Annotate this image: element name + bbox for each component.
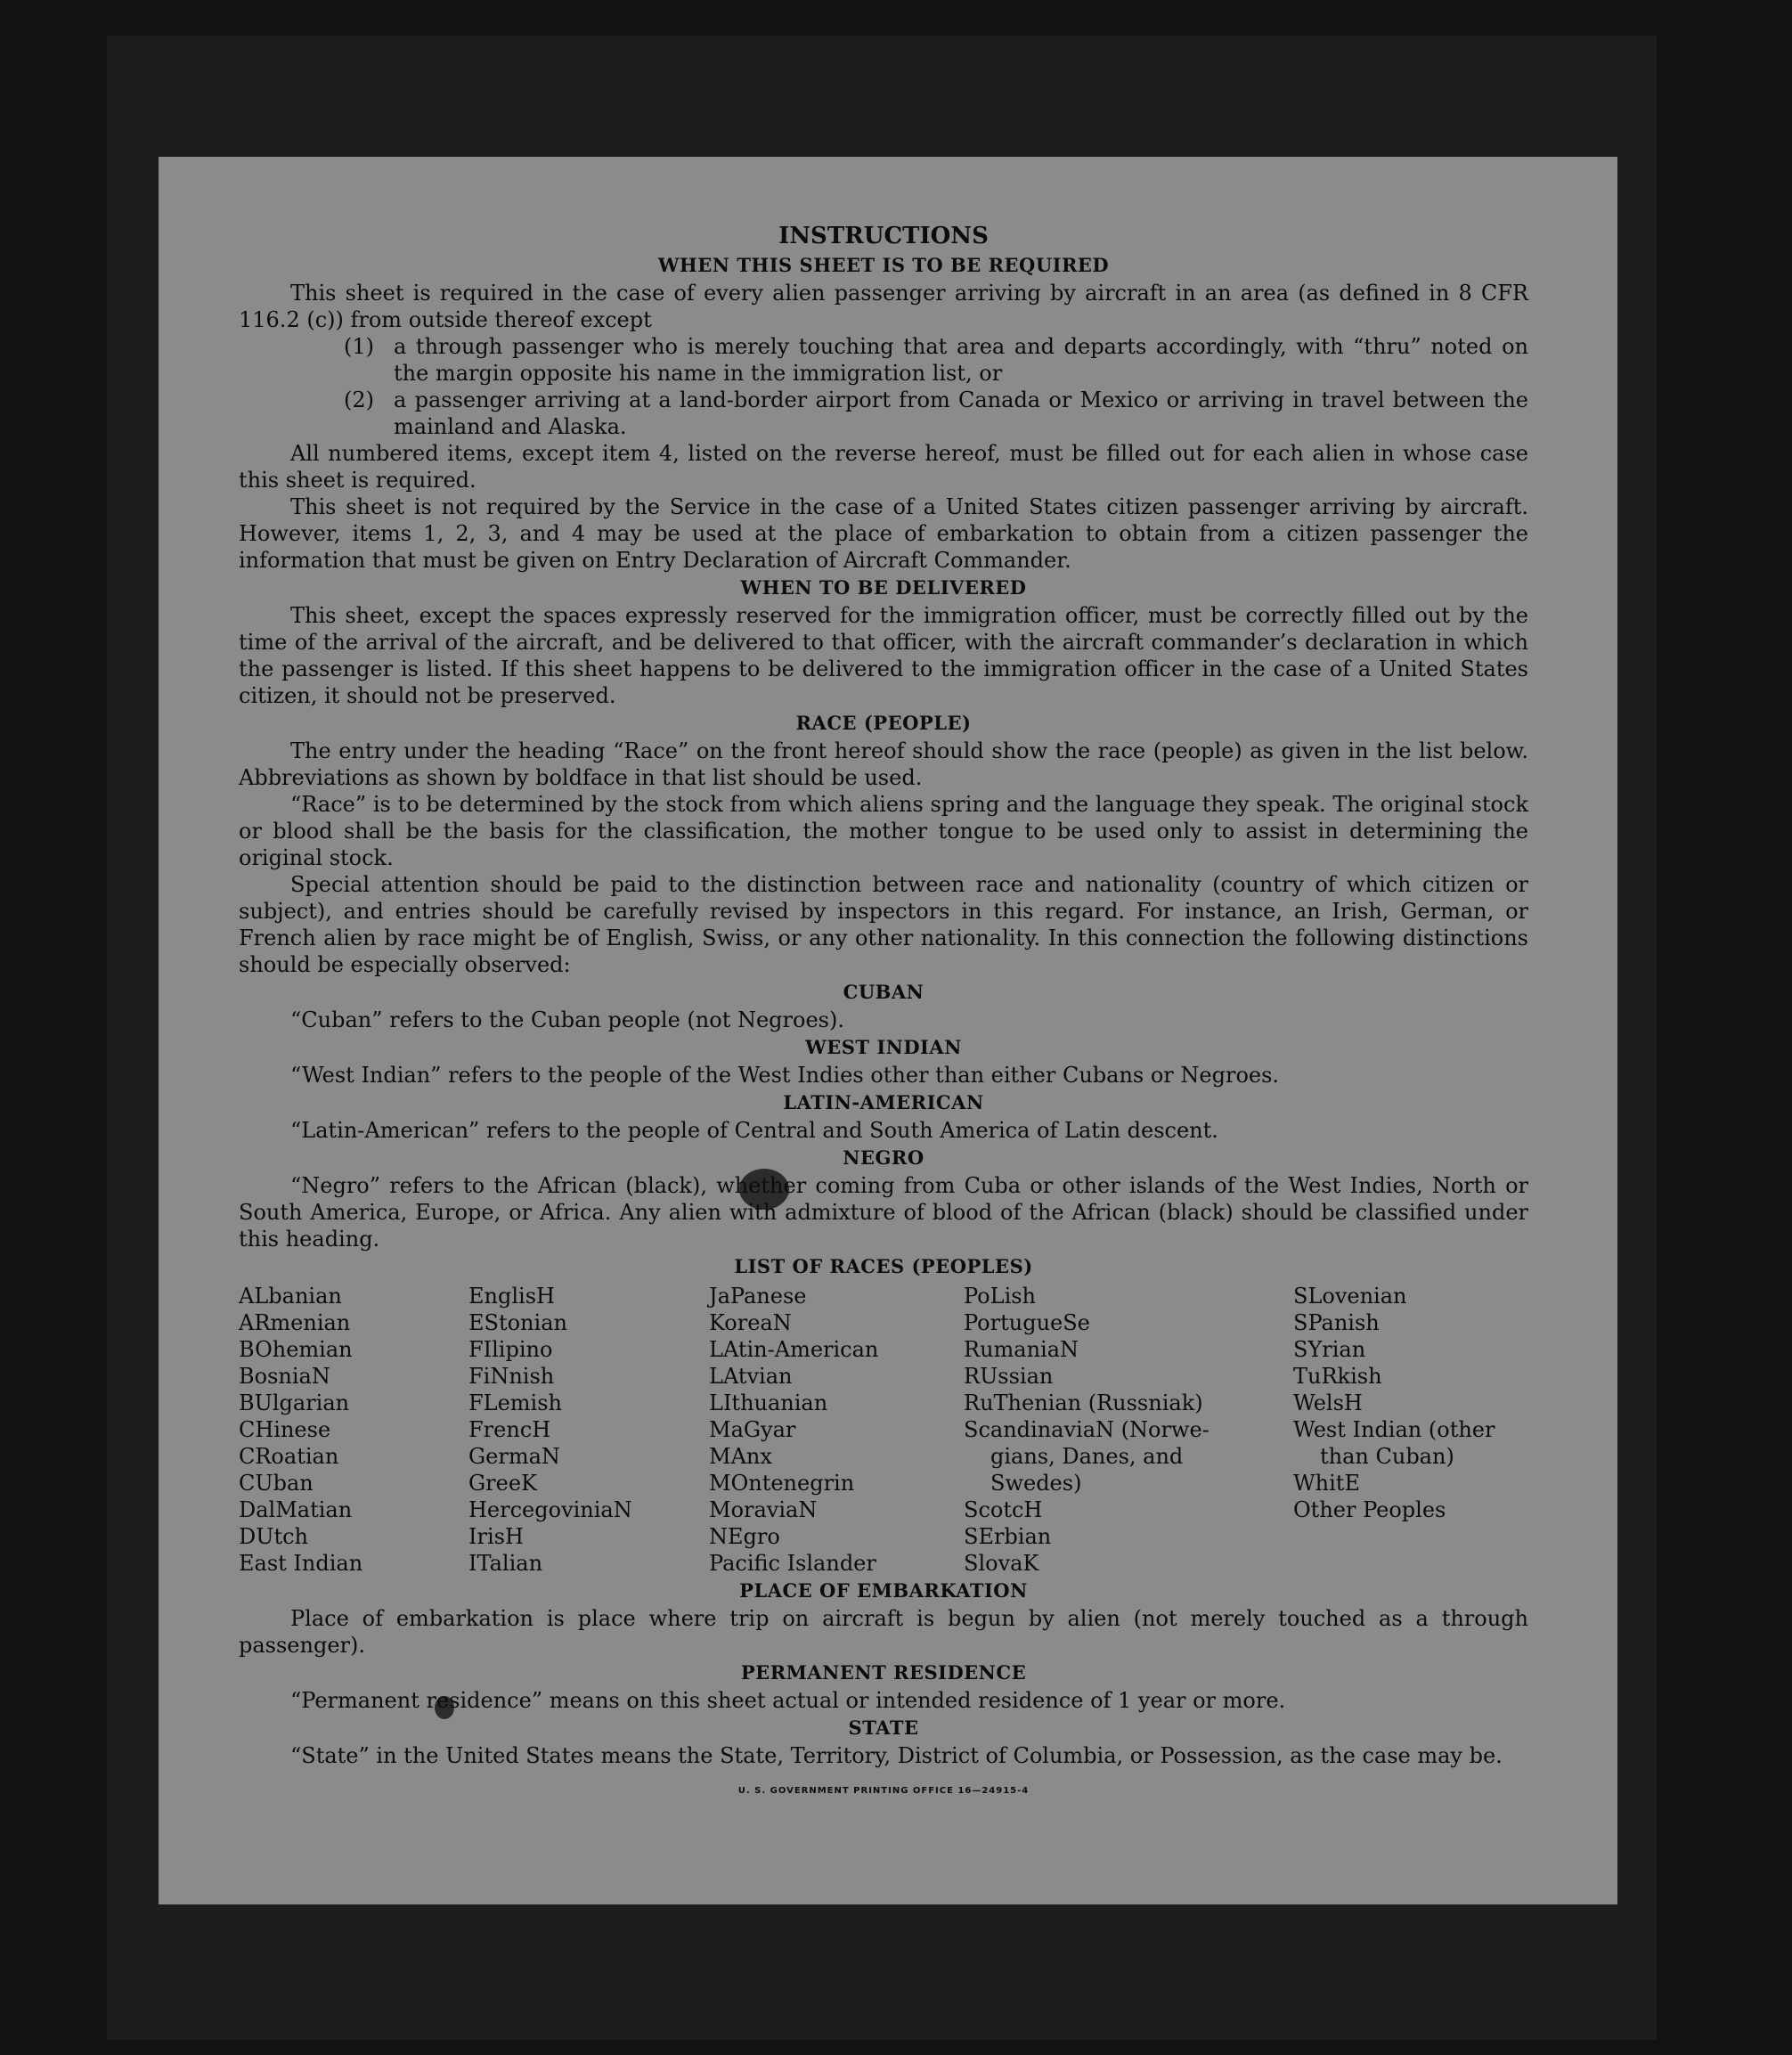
race-entry: TuRkish (1293, 1364, 1382, 1389)
paragraph: “Negro” refers to the African (black), whether coming from Cuba or other islands of the West Indies, North or South America, Europe, or Africa. Any alien with admixture of blood of the African (black) should be classified under this heading. (239, 1173, 1528, 1252)
race-entry: EnglisH (468, 1284, 555, 1309)
heading-when-delivered: WHEN TO BE DELIVERED (740, 576, 1027, 599)
race-entry: FIlipino (468, 1337, 553, 1362)
race-entry: JaPanese (709, 1284, 807, 1309)
paragraph: All numbered items, except item 4, listed on the reverse hereof, must be filled out for each alien in whose case this sheet is required. (239, 441, 1528, 493)
race-entry: FLemish (468, 1390, 562, 1415)
races-column-5 (1293, 1283, 1525, 1577)
race-entry: DalMatian (239, 1497, 353, 1522)
heading-cuban: CUBAN (843, 981, 925, 1003)
paragraph: The entry under the heading “Race” on the front hereof should show the race (people) as given in the list below. Abbreviations as shown by boldface in that list should be used. (239, 738, 1528, 790)
heading-list-of-races: LIST OF RACES (PEOPLES) (734, 1255, 1033, 1277)
paragraph: “State” in the United States means the State, Territory, District of Columbia, or Possession, as the case may be. (290, 1743, 1503, 1768)
paragraph: This sheet, except the spaces expressly reserved for the immigration officer, must be correctly filled out by the time of the arrival of the aircraft, and be delivered to that officer, with the aircraft commander’s declaration in which the passenger is listed. If this sheet happens to be delivered to the immigration officer in the case of a United States citizen, it should not be preserved. (239, 603, 1528, 708)
document-sheet (159, 157, 1617, 1904)
race-entry: GermaN (468, 1444, 560, 1469)
race-entry: ITalian (468, 1551, 543, 1576)
page-title: INSTRUCTIONS (778, 223, 989, 249)
race-entry: IrisH (468, 1524, 524, 1549)
race-entry: DUtch (239, 1524, 309, 1549)
heading-negro: NEGRO (843, 1146, 925, 1169)
instructions-content (239, 221, 1528, 1805)
race-entry: HercegoviniaN (468, 1497, 632, 1522)
race-entry: RuThenian (Russniak) (964, 1390, 1203, 1415)
race-entry: WelsH (1293, 1390, 1363, 1415)
race-entry: KoreaN (709, 1310, 792, 1335)
race-entry: RumaniaN (964, 1337, 1079, 1362)
races-column-4 (964, 1283, 1293, 1577)
race-entry: ALbanian (239, 1284, 342, 1309)
heading-state: STATE (848, 1717, 919, 1739)
race-entry: MOntenegrin (709, 1471, 855, 1496)
race-entry: than Cuban) (1320, 1444, 1454, 1469)
race-entry: LAtin-American (709, 1337, 879, 1362)
item-number: (2) (344, 387, 374, 412)
race-entry: CUban (239, 1471, 314, 1496)
race-entry: BosniaN (239, 1364, 330, 1389)
paragraph: “Race” is to be determined by the stock from which aliens spring and the language they speak. The original stock or blood shall be the basis for the classification, the mother tongue to be used only to assist in determining the original stock. (239, 792, 1528, 870)
race-entry: MoraviaN (709, 1497, 818, 1522)
printing-office-footer: U. S. GOVERNMENT PRINTING OFFICE 16—24915-4 (737, 1786, 1030, 1796)
exception-item (239, 333, 1528, 387)
paragraph: “Permanent residence” means on this sheet actual or intended residence of 1 year or more. (290, 1688, 1286, 1713)
heading-west-indian: WEST INDIAN (805, 1036, 962, 1058)
races-column-2 (468, 1283, 709, 1577)
races-list (239, 1283, 1528, 1577)
item-number: (1) (344, 334, 374, 359)
race-entry: SlovaK (964, 1551, 1039, 1576)
race-entry: East Indian (239, 1551, 363, 1576)
paragraph: This sheet is not required by the Service in the case of a United States citizen passenger arriving by aircraft. However, items 1, 2, 3, and 4 may be used at the place of embarkation to obtain from a citizen passenger the information that must be given on Entry Declaration of Aircraft Commander. (239, 494, 1528, 573)
race-entry: gians, Danes, and (990, 1444, 1184, 1469)
races-column-1 (239, 1283, 468, 1577)
races-column-3 (709, 1283, 964, 1577)
race-entry: FrencH (468, 1417, 551, 1442)
race-entry: CRoatian (239, 1444, 339, 1469)
race-entry: BUlgarian (239, 1390, 350, 1415)
race-entry: LIthuanian (709, 1390, 828, 1415)
race-entry: RUssian (964, 1364, 1054, 1389)
race-entry: PortugueSe (964, 1310, 1090, 1335)
race-entry: SErbian (964, 1524, 1052, 1549)
race-entry: CHinese (239, 1417, 331, 1442)
race-entry: WhitE (1293, 1471, 1360, 1496)
race-entry: ARmenian (239, 1310, 351, 1335)
race-entry: MaGyar (709, 1417, 796, 1442)
item-text: a through passenger who is merely touching that area and departs accordingly, with “thru” noted on the margin opposite his name in the immigration list, or (394, 334, 1528, 386)
race-entry: PoLish (964, 1284, 1037, 1309)
heading-latin-american: LATIN-AMERICAN (783, 1091, 984, 1113)
race-entry: NEgro (709, 1524, 780, 1549)
race-entry: LAtvian (709, 1364, 793, 1389)
race-entry: SPanish (1293, 1310, 1380, 1335)
race-entry: Other Peoples (1293, 1497, 1446, 1522)
race-entry: Pacific Islander (709, 1551, 876, 1576)
paragraph: Place of embarkation is place where trip on aircraft is begun by alien (not merely touched as a through passenger). (239, 1606, 1528, 1658)
race-entry: EStonian (468, 1310, 567, 1335)
exception-item (239, 387, 1528, 440)
race-entry: West Indian (other (1293, 1417, 1495, 1442)
race-entry: ScotcH (964, 1497, 1043, 1522)
race-entry: FiNnish (468, 1364, 555, 1389)
race-entry: ScandinaviaN (Norwe- (964, 1417, 1210, 1442)
race-entry: MAnx (709, 1444, 772, 1469)
race-entry: Swedes) (990, 1471, 1082, 1496)
paragraph: “Cuban” refers to the Cuban people (not Negroes). (290, 1007, 844, 1032)
item-text: a passenger arriving at a land-border airport from Canada or Mexico or arriving in travel between the mainland and Alaska. (394, 387, 1528, 439)
paragraph: “West Indian” refers to the people of the West Indies other than either Cubans or Negroes. (290, 1063, 1280, 1088)
paragraph: This sheet is required in the case of every alien passenger arriving by aircraft in an area (as defined in 8 CFR 116.2 (c)) from outside thereof except (239, 281, 1528, 332)
paragraph: Special attention should be paid to the distinction between race and nationality (country of which citizen or subject), and entries should be carefully revised by inspectors in this regard. For instance, an Irish, German, or French alien by race might be of English, Swiss, or any other nationality. In this connection the following distinctions should be especially observed: (239, 872, 1528, 977)
race-entry: SLovenian (1293, 1284, 1407, 1309)
heading-permanent-residence: PERMANENT RESIDENCE (740, 1661, 1027, 1684)
race-entry: BOhemian (239, 1337, 353, 1362)
race-entry: GreeK (468, 1471, 537, 1496)
paragraph: “Latin-American” refers to the people of Central and South America of Latin descent. (290, 1118, 1218, 1143)
heading-race: RACE (PEOPLE) (795, 712, 972, 734)
heading-place-of-embarkation: PLACE OF EMBARKATION (739, 1579, 1028, 1602)
race-entry: SYrian (1293, 1337, 1366, 1362)
heading-when-required: WHEN THIS SHEET IS TO BE REQUIRED (657, 254, 1110, 276)
